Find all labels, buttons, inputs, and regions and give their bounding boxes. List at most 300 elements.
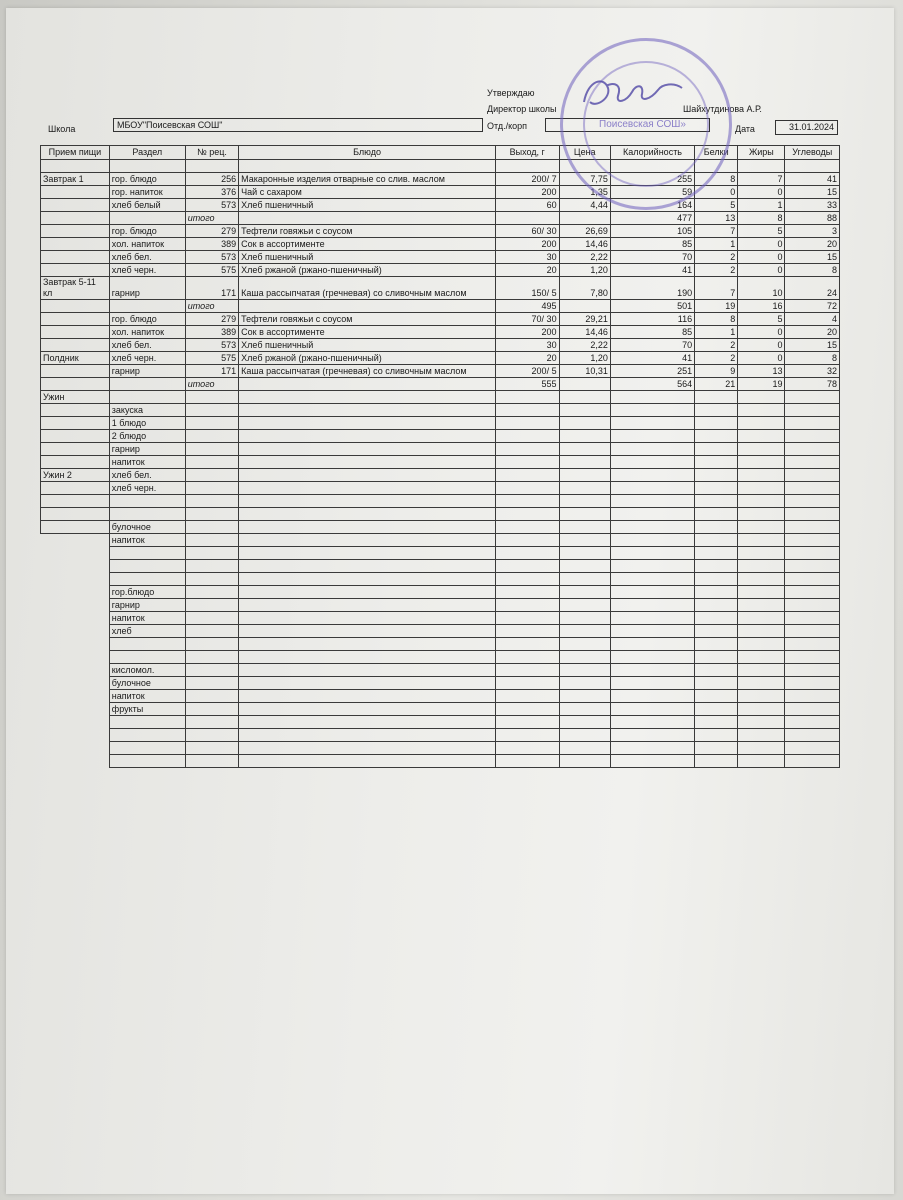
meal-cell xyxy=(41,586,110,599)
section-cell xyxy=(109,212,185,225)
calories-cell xyxy=(610,703,694,716)
section-cell: гор. блюдо xyxy=(109,173,185,186)
protein-cell: 2 xyxy=(695,264,738,277)
recipe-cell: 171 xyxy=(185,277,238,300)
price-cell xyxy=(559,430,610,443)
dish-cell xyxy=(239,160,496,173)
recipe-cell xyxy=(185,651,238,664)
section-cell: хлеб бел. xyxy=(109,339,185,352)
recipe-cell xyxy=(185,690,238,703)
table-row xyxy=(41,534,840,547)
dish-cell xyxy=(239,547,496,560)
calories-cell xyxy=(610,495,694,508)
dish-cell xyxy=(239,755,496,768)
meal-cell xyxy=(41,482,110,495)
meal-cell xyxy=(41,365,110,378)
yield-cell: 555 xyxy=(495,378,559,391)
dish-cell xyxy=(239,534,496,547)
calories-cell: 251 xyxy=(610,365,694,378)
section-cell: хлеб бел. xyxy=(109,469,185,482)
protein-cell: 7 xyxy=(695,277,738,300)
recipe-cell xyxy=(185,469,238,482)
recipe-cell xyxy=(185,729,238,742)
yield-cell xyxy=(495,651,559,664)
dish-cell xyxy=(239,430,496,443)
recipe-cell xyxy=(185,703,238,716)
table-row xyxy=(41,404,840,417)
price-cell xyxy=(559,690,610,703)
dish-cell: Чай с сахаром xyxy=(239,186,496,199)
carbs-cell xyxy=(785,638,840,651)
recipe-cell xyxy=(185,716,238,729)
price-cell xyxy=(559,573,610,586)
price-cell xyxy=(559,703,610,716)
price-cell xyxy=(559,534,610,547)
date-label: Дата xyxy=(735,124,755,134)
table-row xyxy=(41,625,840,638)
meal-cell xyxy=(41,443,110,456)
table-row xyxy=(41,703,840,716)
section-cell: кисломол. xyxy=(109,664,185,677)
column-header: Прием пищи xyxy=(41,146,110,160)
section-cell: напиток xyxy=(109,690,185,703)
section-cell: хол. напиток xyxy=(109,326,185,339)
column-header: Раздел xyxy=(109,146,185,160)
meal-cell xyxy=(41,264,110,277)
table-row xyxy=(41,277,840,300)
meal-cell xyxy=(41,638,110,651)
carbs-cell xyxy=(785,469,840,482)
school-label: Школа xyxy=(48,124,76,134)
carbs-cell: 4 xyxy=(785,313,840,326)
carbs-cell xyxy=(785,742,840,755)
table-row xyxy=(41,755,840,768)
price-cell xyxy=(559,521,610,534)
protein-cell xyxy=(695,690,738,703)
yield-cell xyxy=(495,755,559,768)
recipe-cell: 279 xyxy=(185,225,238,238)
approve-label: Утверждаю xyxy=(487,88,535,98)
section-cell xyxy=(109,160,185,173)
table-row xyxy=(41,352,840,365)
dish-cell xyxy=(239,703,496,716)
recipe-cell xyxy=(185,638,238,651)
yield-cell xyxy=(495,160,559,173)
fat-cell xyxy=(738,625,785,638)
calories-cell: 41 xyxy=(610,264,694,277)
fat-cell xyxy=(738,508,785,521)
dish-cell xyxy=(239,378,496,391)
meal-cell xyxy=(41,560,110,573)
meal-cell xyxy=(41,430,110,443)
price-cell xyxy=(559,586,610,599)
dish-cell xyxy=(239,404,496,417)
yield-cell xyxy=(495,716,559,729)
recipe-cell: 575 xyxy=(185,264,238,277)
price-cell xyxy=(559,612,610,625)
table-row xyxy=(41,313,840,326)
dept-label: Отд./корп xyxy=(487,121,527,131)
yield-cell xyxy=(495,430,559,443)
yield-cell: 30 xyxy=(495,339,559,352)
section-cell: гор. блюдо xyxy=(109,313,185,326)
fat-cell xyxy=(738,430,785,443)
yield-cell xyxy=(495,703,559,716)
fat-cell: 0 xyxy=(738,326,785,339)
meal-cell: Ужин 2 xyxy=(41,469,110,482)
price-cell xyxy=(559,456,610,469)
dish-cell xyxy=(239,742,496,755)
meal-cell: Завтрак 5-11 кл xyxy=(41,277,110,300)
section-cell: хлеб xyxy=(109,625,185,638)
yield-cell xyxy=(495,469,559,482)
meal-cell xyxy=(41,521,110,534)
calories-cell xyxy=(610,391,694,404)
yield-cell xyxy=(495,612,559,625)
table-row xyxy=(41,573,840,586)
yield-cell xyxy=(495,729,559,742)
meal-cell xyxy=(41,378,110,391)
dish-cell xyxy=(239,716,496,729)
yield-cell xyxy=(495,508,559,521)
protein-cell xyxy=(695,573,738,586)
meal-cell xyxy=(41,755,110,768)
meal-cell xyxy=(41,729,110,742)
protein-cell xyxy=(695,716,738,729)
yield-cell xyxy=(495,677,559,690)
price-cell xyxy=(559,729,610,742)
fat-cell xyxy=(738,703,785,716)
protein-cell: 21 xyxy=(695,378,738,391)
section-cell xyxy=(109,547,185,560)
calories-cell xyxy=(610,521,694,534)
dish-cell xyxy=(239,212,496,225)
fat-cell: 16 xyxy=(738,300,785,313)
section-cell: фрукты xyxy=(109,703,185,716)
table-row xyxy=(41,160,840,173)
yield-cell xyxy=(495,638,559,651)
meal-cell xyxy=(41,703,110,716)
price-cell: 1,35 xyxy=(559,186,610,199)
carbs-cell xyxy=(785,599,840,612)
carbs-cell: 3 xyxy=(785,225,840,238)
section-cell: напиток xyxy=(109,534,185,547)
dish-cell xyxy=(239,599,496,612)
meal-cell xyxy=(41,238,110,251)
protein-cell xyxy=(695,160,738,173)
yield-cell xyxy=(495,534,559,547)
price-cell: 7,80 xyxy=(559,277,610,300)
section-cell xyxy=(109,651,185,664)
carbs-cell: 32 xyxy=(785,365,840,378)
meal-cell xyxy=(41,599,110,612)
table-row xyxy=(41,560,840,573)
carbs-cell xyxy=(785,729,840,742)
table-row xyxy=(41,716,840,729)
table-row xyxy=(41,378,840,391)
carbs-cell: 15 xyxy=(785,251,840,264)
carbs-cell: 15 xyxy=(785,339,840,352)
date-field: 31.01.2024 xyxy=(775,120,838,135)
price-cell: 14,46 xyxy=(559,326,610,339)
table-row xyxy=(41,225,840,238)
table-row xyxy=(41,417,840,430)
meal-cell xyxy=(41,495,110,508)
recipe-cell: итого xyxy=(185,212,238,225)
section-cell xyxy=(109,742,185,755)
protein-cell xyxy=(695,677,738,690)
fat-cell xyxy=(738,534,785,547)
column-header: Жиры xyxy=(738,146,785,160)
section-cell xyxy=(109,300,185,313)
carbs-cell: 20 xyxy=(785,238,840,251)
table-row xyxy=(41,326,840,339)
yield-cell xyxy=(495,625,559,638)
section-cell: гор.блюдо xyxy=(109,586,185,599)
price-cell xyxy=(559,404,610,417)
yield-cell: 200/ 5 xyxy=(495,365,559,378)
director-label: Директор школы xyxy=(487,104,557,114)
protein-cell xyxy=(695,742,738,755)
carbs-cell xyxy=(785,690,840,703)
carbs-cell xyxy=(785,651,840,664)
calories-cell xyxy=(610,599,694,612)
calories-cell xyxy=(610,560,694,573)
carbs-cell: 33 xyxy=(785,199,840,212)
fat-cell xyxy=(738,690,785,703)
recipe-cell: 573 xyxy=(185,199,238,212)
dish-cell xyxy=(239,508,496,521)
table-row xyxy=(41,586,840,599)
fat-cell xyxy=(738,638,785,651)
price-cell: 1,20 xyxy=(559,352,610,365)
price-cell xyxy=(559,664,610,677)
recipe-cell xyxy=(185,573,238,586)
recipe-cell xyxy=(185,534,238,547)
dish-cell xyxy=(239,495,496,508)
school-field: МБОУ"Поисевская СОШ" xyxy=(113,118,483,132)
dish-cell: Хлеб пшеничный xyxy=(239,251,496,264)
fat-cell xyxy=(738,482,785,495)
carbs-cell xyxy=(785,391,840,404)
section-cell: гарнир xyxy=(109,277,185,300)
recipe-cell xyxy=(185,599,238,612)
yield-cell: 200/ 7 xyxy=(495,173,559,186)
dish-cell xyxy=(239,690,496,703)
carbs-cell: 15 xyxy=(785,186,840,199)
table-row xyxy=(41,638,840,651)
calories-cell xyxy=(610,508,694,521)
meal-cell xyxy=(41,225,110,238)
fat-cell xyxy=(738,160,785,173)
section-cell xyxy=(109,495,185,508)
yield-cell: 150/ 5 xyxy=(495,277,559,300)
carbs-cell xyxy=(785,495,840,508)
calories-cell xyxy=(610,638,694,651)
table-row xyxy=(41,251,840,264)
protein-cell: 8 xyxy=(695,173,738,186)
carbs-cell xyxy=(785,456,840,469)
meal-cell: Полдник xyxy=(41,352,110,365)
carbs-cell: 72 xyxy=(785,300,840,313)
fat-cell: 0 xyxy=(738,251,785,264)
fat-cell xyxy=(738,521,785,534)
protein-cell xyxy=(695,638,738,651)
dish-cell xyxy=(239,729,496,742)
recipe-cell xyxy=(185,560,238,573)
table-row xyxy=(41,238,840,251)
carbs-cell xyxy=(785,482,840,495)
dish-cell xyxy=(239,521,496,534)
price-cell: 2,22 xyxy=(559,339,610,352)
calories-cell xyxy=(610,690,694,703)
price-cell xyxy=(559,547,610,560)
protein-cell: 9 xyxy=(695,365,738,378)
price-cell xyxy=(559,560,610,573)
protein-cell xyxy=(695,404,738,417)
recipe-cell xyxy=(185,664,238,677)
calories-cell: 501 xyxy=(610,300,694,313)
calories-cell xyxy=(610,651,694,664)
protein-cell xyxy=(695,755,738,768)
price-cell xyxy=(559,599,610,612)
recipe-cell xyxy=(185,521,238,534)
calories-cell: 70 xyxy=(610,339,694,352)
protein-cell xyxy=(695,586,738,599)
carbs-cell xyxy=(785,703,840,716)
carbs-cell xyxy=(785,560,840,573)
meal-cell xyxy=(41,742,110,755)
column-header: № рец. xyxy=(185,146,238,160)
calories-cell xyxy=(610,729,694,742)
calories-cell: 255 xyxy=(610,173,694,186)
meal-cell xyxy=(41,456,110,469)
meal-cell xyxy=(41,677,110,690)
fat-cell xyxy=(738,573,785,586)
column-header: Блюдо xyxy=(239,146,496,160)
director-name: Шайхутдинова А.Р. xyxy=(683,104,762,114)
price-cell xyxy=(559,443,610,456)
meal-cell: Завтрак 1 xyxy=(41,173,110,186)
section-cell xyxy=(109,391,185,404)
calories-cell xyxy=(610,160,694,173)
table-row xyxy=(41,612,840,625)
protein-cell xyxy=(695,547,738,560)
protein-cell xyxy=(695,495,738,508)
yield-cell xyxy=(495,742,559,755)
section-cell xyxy=(109,638,185,651)
table-row xyxy=(41,482,840,495)
fat-cell xyxy=(738,391,785,404)
dish-cell xyxy=(239,469,496,482)
calories-cell: 105 xyxy=(610,225,694,238)
fat-cell: 1 xyxy=(738,199,785,212)
dish-cell xyxy=(239,638,496,651)
yield-cell xyxy=(495,456,559,469)
protein-cell: 2 xyxy=(695,339,738,352)
price-cell: 14,46 xyxy=(559,238,610,251)
dish-cell xyxy=(239,625,496,638)
carbs-cell: 78 xyxy=(785,378,840,391)
dish-cell xyxy=(239,482,496,495)
dish-cell: Тефтели говяжьи с соусом xyxy=(239,225,496,238)
fat-cell: 0 xyxy=(738,238,785,251)
yield-cell: 30 xyxy=(495,251,559,264)
dish-cell: Хлеб пшеничный xyxy=(239,199,496,212)
yield-cell xyxy=(495,482,559,495)
column-header: Выход, г xyxy=(495,146,559,160)
yield-cell: 200 xyxy=(495,326,559,339)
yield-cell xyxy=(495,391,559,404)
dish-cell xyxy=(239,612,496,625)
carbs-cell xyxy=(785,625,840,638)
carbs-cell xyxy=(785,534,840,547)
price-cell: 26,69 xyxy=(559,225,610,238)
recipe-cell xyxy=(185,625,238,638)
carbs-cell: 8 xyxy=(785,352,840,365)
carbs-cell xyxy=(785,443,840,456)
section-cell: гарнир xyxy=(109,443,185,456)
section-cell: закуска xyxy=(109,404,185,417)
calories-cell xyxy=(610,742,694,755)
price-cell xyxy=(559,417,610,430)
calories-cell xyxy=(610,417,694,430)
table-row xyxy=(41,729,840,742)
yield-cell xyxy=(495,212,559,225)
recipe-cell xyxy=(185,547,238,560)
recipe-cell: 573 xyxy=(185,339,238,352)
dish-cell: Сок в ассортименте xyxy=(239,326,496,339)
price-cell xyxy=(559,742,610,755)
yield-cell xyxy=(495,664,559,677)
protein-cell xyxy=(695,430,738,443)
calories-cell xyxy=(610,404,694,417)
carbs-cell xyxy=(785,612,840,625)
dept-field xyxy=(545,118,710,132)
dish-cell: Каша рассыпчатая (гречневая) со сливочным маслом xyxy=(239,365,496,378)
fat-cell xyxy=(738,664,785,677)
dish-cell xyxy=(239,651,496,664)
section-cell: хлеб белый xyxy=(109,199,185,212)
price-cell: 4,44 xyxy=(559,199,610,212)
calories-cell xyxy=(610,612,694,625)
calories-cell: 41 xyxy=(610,352,694,365)
dish-cell: Каша рассыпчатая (гречневая) со сливочным маслом xyxy=(239,277,496,300)
protein-cell xyxy=(695,391,738,404)
table-row xyxy=(41,365,840,378)
fat-cell xyxy=(738,742,785,755)
meal-cell xyxy=(41,404,110,417)
calories-cell: 116 xyxy=(610,313,694,326)
carbs-cell: 88 xyxy=(785,212,840,225)
fat-cell: 7 xyxy=(738,173,785,186)
meal-cell: Ужин xyxy=(41,391,110,404)
yield-cell xyxy=(495,495,559,508)
carbs-cell xyxy=(785,160,840,173)
yield-cell xyxy=(495,560,559,573)
price-cell: 10,31 xyxy=(559,365,610,378)
dish-cell xyxy=(239,586,496,599)
meal-cell xyxy=(41,160,110,173)
recipe-cell: 376 xyxy=(185,186,238,199)
protein-cell: 2 xyxy=(695,352,738,365)
section-cell: гор. напиток xyxy=(109,186,185,199)
calories-cell xyxy=(610,625,694,638)
price-cell xyxy=(559,212,610,225)
calories-cell: 190 xyxy=(610,277,694,300)
protein-cell xyxy=(695,560,738,573)
recipe-cell: 279 xyxy=(185,313,238,326)
